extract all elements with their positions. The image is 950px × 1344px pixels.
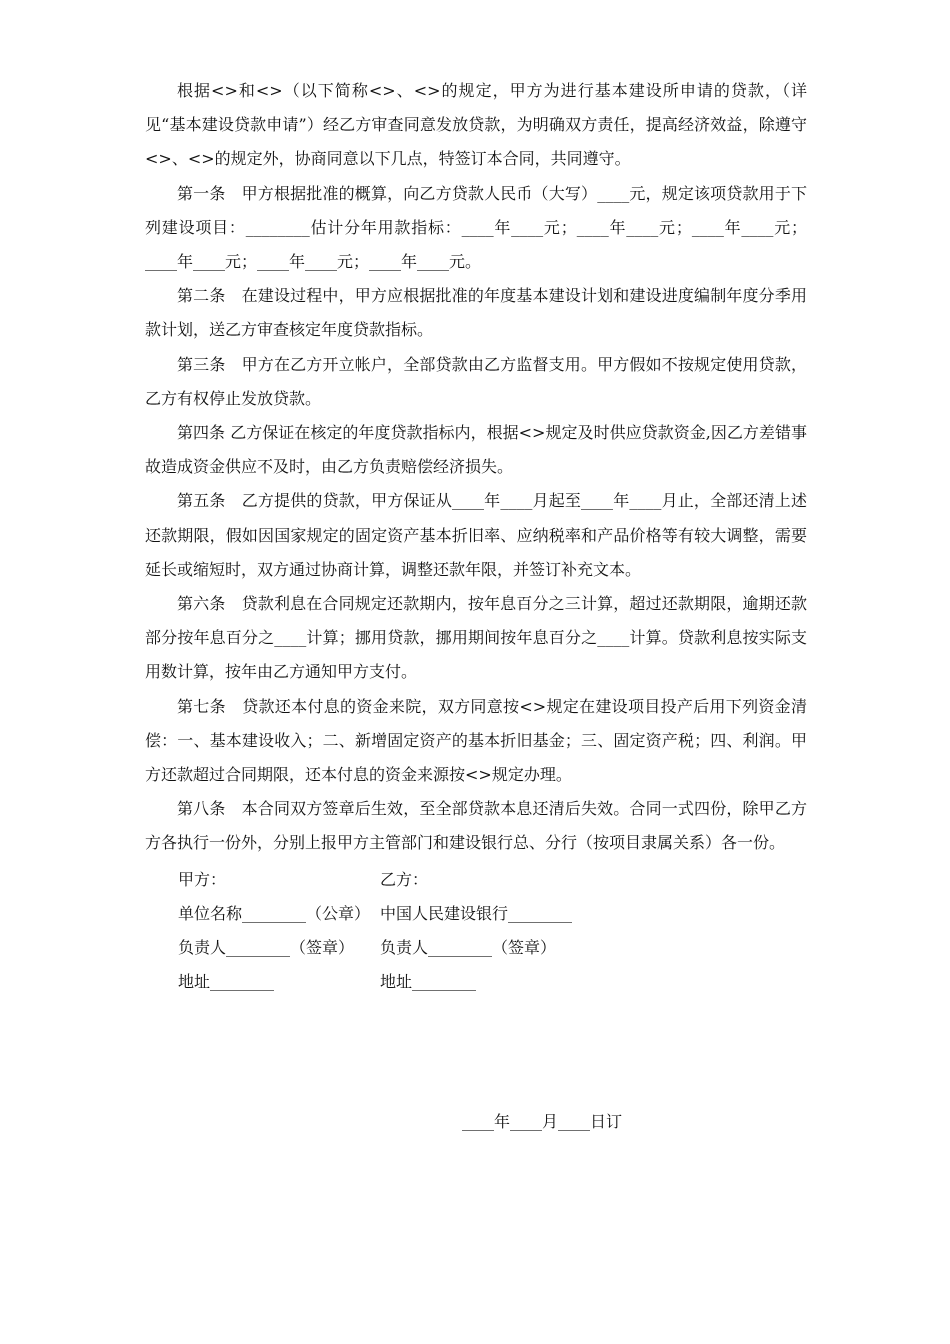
article-1: 第一条 甲方根据批准的概算，向乙方贷款人民币（大写）____元，规定该项贷款用于下列建设项目：________估计分年用款指标：____年____元；____年____元；____年____元；____年____元；____年____元；____年____元。 (145, 183, 807, 272)
article-3: 第三条 甲方在乙方开立帐户，全部贷款由乙方监督支用。甲方假如不按规定使用贷款，乙方有权停止发放贷款。 (145, 354, 807, 408)
party-b-unit: 中国人民建设银行________ (380, 903, 573, 923)
article-2: 第二条 在建设过程中，甲方应根据批准的年度基本建设计划和建设进度编制年度分季用款计划，送乙方审查核定年度贷款指标。 (145, 286, 807, 340)
article-4: 第四条 乙方保证在核定的年度贷款指标内，根据<>规定及时供应贷款资金,因乙方差错事故造成资金供应不及时，由乙方负责赔偿经济损失。 (145, 423, 807, 477)
signing-date: ____年____月____日订 (462, 1112, 623, 1131)
party-a-unit: 单位名称________（公章） (178, 903, 371, 923)
article-6: 第六条 贷款利息在合同规定还款期内，按年息百分之三计算，超过还款期限，逾期还款部分按年息百分之____计算；挪用贷款，挪用期间按年息百分之____计算。贷款利息按实际支用数计算，按年由乙方通知甲方支付。 (145, 594, 807, 682)
party-a-heading: 甲方： (178, 869, 227, 889)
party-b-person: 负责人________（签章） (380, 937, 557, 957)
party-a-person: 负责人________（签章） (178, 937, 355, 957)
party-a-address: 地址________ (178, 971, 275, 991)
contract-body (145, 74, 807, 999)
article-7: 第七条 贷款还本付息的资金来院，双方同意按<>规定在建设项目投产后用下列资金清偿：一、基本建设收入；二、新增固定资产的基本折旧基金；三、固定资产税；四、利润。甲方还款超过合同期限，还本付息的资金来源按<>规定办理。 (145, 696, 807, 785)
party-b-address: 地址________ (380, 971, 477, 991)
party-b-heading: 乙方： (380, 869, 429, 889)
article-8: 第八条 本合同双方签章后生效，至全部贷款本息还清后失效。合同一式四份，除甲乙方方各执行一份外，分别上报甲方主管部门和建设银行总、分行（按项目隶属关系）各一份。 (145, 799, 807, 853)
preamble-paragraph: 根据<>和<>（以下简称<>、<>的规定，甲方为进行基本建设所申请的贷款，（详见“基本建设贷款申请”）经乙方审查同意发放贷款，为明确双方责任，提高经济效益，除遵守<>、<>的规定外，协商同意以下几点，特签订本合同，共同遵守。 (145, 81, 807, 169)
article-5: 第五条 乙方提供的贷款，甲方保证从____年____月起至____年____月止，全部还清上述还款期限，假如因国家规定的固定资产基本折旧率、应纳税率和产品价格等有较大调整，需要延长或缩短时，双方通过协商计算，调整还款年限，并签订补充文本。 (145, 491, 807, 579)
signature-block (145, 863, 807, 999)
